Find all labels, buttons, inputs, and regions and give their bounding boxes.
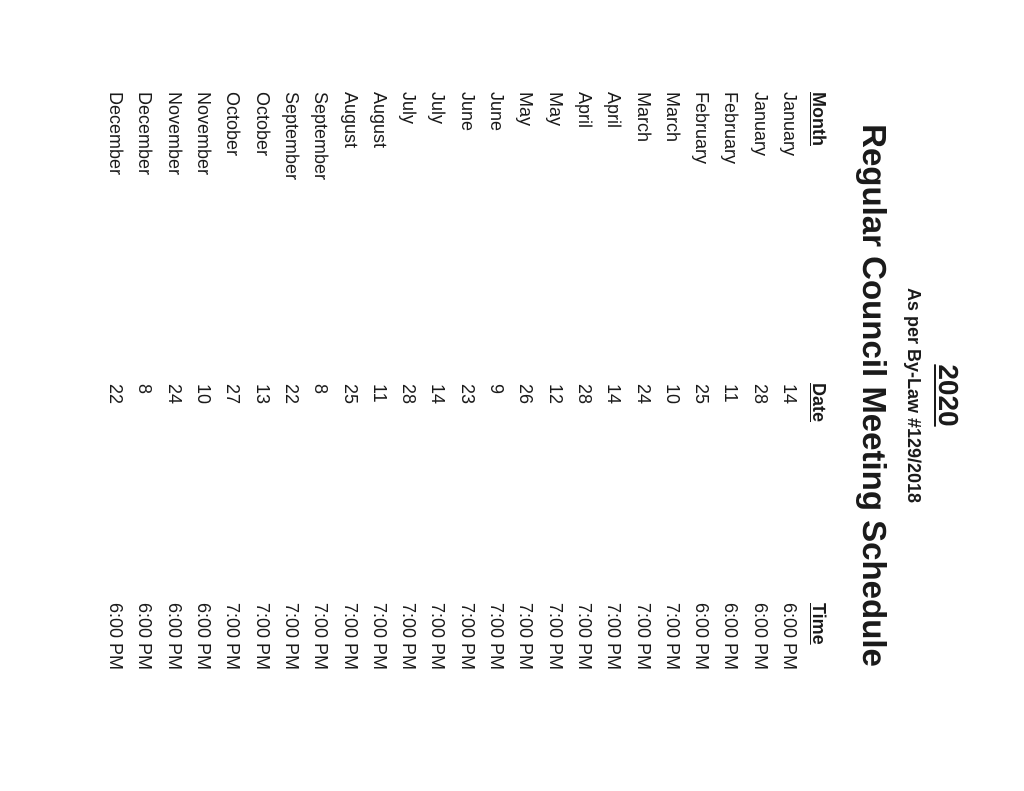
table-row [275, 0, 304, 791]
table-row [304, 0, 333, 791]
cell-date: 11 [369, 384, 390, 403]
cell-month: May [545, 92, 566, 127]
table-row [773, 0, 802, 791]
table-row [509, 0, 538, 791]
table-row [363, 0, 392, 791]
cell-month: October [252, 92, 273, 157]
cell-time: 7:00 PM [340, 603, 361, 671]
cell-month: February [721, 92, 742, 165]
cell-month: June [457, 92, 478, 132]
cell-date: 14 [604, 384, 625, 405]
table-row [714, 0, 743, 791]
cell-month: June [487, 92, 508, 132]
cell-month: March [662, 92, 683, 143]
table-row [450, 0, 479, 791]
cell-time: 6:00 PM [135, 603, 156, 671]
cell-month: November [164, 92, 185, 176]
cell-time: 7:00 PM [633, 603, 654, 671]
cell-time: 6:00 PM [780, 603, 800, 671]
cell-date: 25 [692, 384, 713, 405]
cell-date: 28 [574, 384, 595, 405]
cell-date: 12 [545, 384, 566, 405]
table-row [538, 0, 567, 791]
cell-time: 7:00 PM [252, 603, 273, 671]
cell-date: 13 [252, 384, 273, 405]
cell-month: July [428, 92, 449, 125]
cell-time: 6:00 PM [692, 603, 713, 671]
cell-month: August [340, 92, 361, 149]
table-row [568, 0, 597, 791]
column-header-date: Date [809, 383, 829, 423]
cell-date: 14 [428, 384, 449, 405]
table-row [187, 0, 216, 791]
table-row [245, 0, 274, 791]
table-row [656, 0, 685, 791]
schedule-table [99, 0, 802, 791]
table-row [685, 0, 714, 791]
cell-month: January [780, 92, 800, 157]
cell-time: 7:00 PM [311, 603, 332, 671]
cell-date: 28 [750, 384, 771, 405]
cell-time: 7:00 PM [428, 603, 449, 671]
cell-date: 27 [223, 384, 244, 405]
table-row [597, 0, 626, 791]
cell-month: December [106, 92, 127, 176]
cell-month: April [574, 92, 595, 129]
column-header-month: Month [809, 92, 829, 146]
cell-date: 10 [662, 384, 683, 405]
cell-time: 7:00 PM [281, 603, 302, 671]
cell-date: 8 [135, 384, 156, 395]
cell-time: 6:00 PM [106, 603, 127, 671]
schedule-year: 2020 [933, 364, 964, 427]
table-row [157, 0, 186, 791]
cell-time: 6:00 PM [164, 603, 185, 671]
cell-time: 7:00 PM [662, 603, 683, 671]
table-row [743, 0, 772, 791]
cell-month: August [369, 92, 390, 149]
cell-month: February [692, 92, 713, 165]
cell-month: January [750, 92, 771, 157]
cell-time: 6:00 PM [721, 603, 742, 671]
table-row [333, 0, 362, 791]
cell-time: 7:00 PM [457, 603, 478, 671]
cell-date: 24 [633, 384, 654, 405]
table-row [421, 0, 450, 791]
cell-date: 25 [340, 384, 361, 405]
cell-date: 9 [487, 384, 508, 395]
cell-date: 10 [194, 384, 215, 405]
cell-date: 22 [281, 384, 302, 405]
cell-time: 7:00 PM [545, 603, 566, 671]
cell-time: 7:00 PM [604, 603, 625, 671]
cell-month: October [223, 92, 244, 157]
table-row [128, 0, 157, 791]
table-row [216, 0, 245, 791]
cell-time: 6:00 PM [750, 603, 771, 671]
cell-month: September [281, 92, 302, 181]
cell-time: 7:00 PM [223, 603, 244, 671]
table-row [99, 0, 128, 791]
page-title: Regular Council Meeting Schedule [856, 124, 893, 667]
cell-time: 7:00 PM [516, 603, 537, 671]
cell-month: November [194, 92, 215, 176]
bylaw-reference: As per By-Law #129/2018 [904, 287, 924, 504]
column-header-time: Time [809, 603, 829, 645]
cell-month: July [399, 92, 420, 125]
cell-month: December [135, 92, 156, 176]
cell-month: March [633, 92, 654, 143]
table-row [392, 0, 421, 791]
cell-month: May [516, 92, 537, 127]
cell-month: September [311, 92, 332, 181]
table-row [480, 0, 509, 791]
table-row [626, 0, 655, 791]
cell-time: 7:00 PM [399, 603, 420, 671]
cell-date: 24 [164, 384, 185, 405]
cell-date: 22 [106, 384, 127, 405]
cell-date: 11 [721, 384, 742, 403]
cell-time: 7:00 PM [369, 603, 390, 671]
cell-date: 14 [780, 384, 800, 405]
cell-date: 8 [311, 384, 332, 395]
cell-time: 7:00 PM [487, 603, 508, 671]
cell-date: 28 [399, 384, 420, 405]
cell-date: 26 [516, 384, 537, 405]
cell-month: April [604, 92, 625, 129]
cell-time: 6:00 PM [194, 603, 215, 671]
cell-time: 7:00 PM [574, 603, 595, 671]
cell-date: 23 [457, 384, 478, 405]
